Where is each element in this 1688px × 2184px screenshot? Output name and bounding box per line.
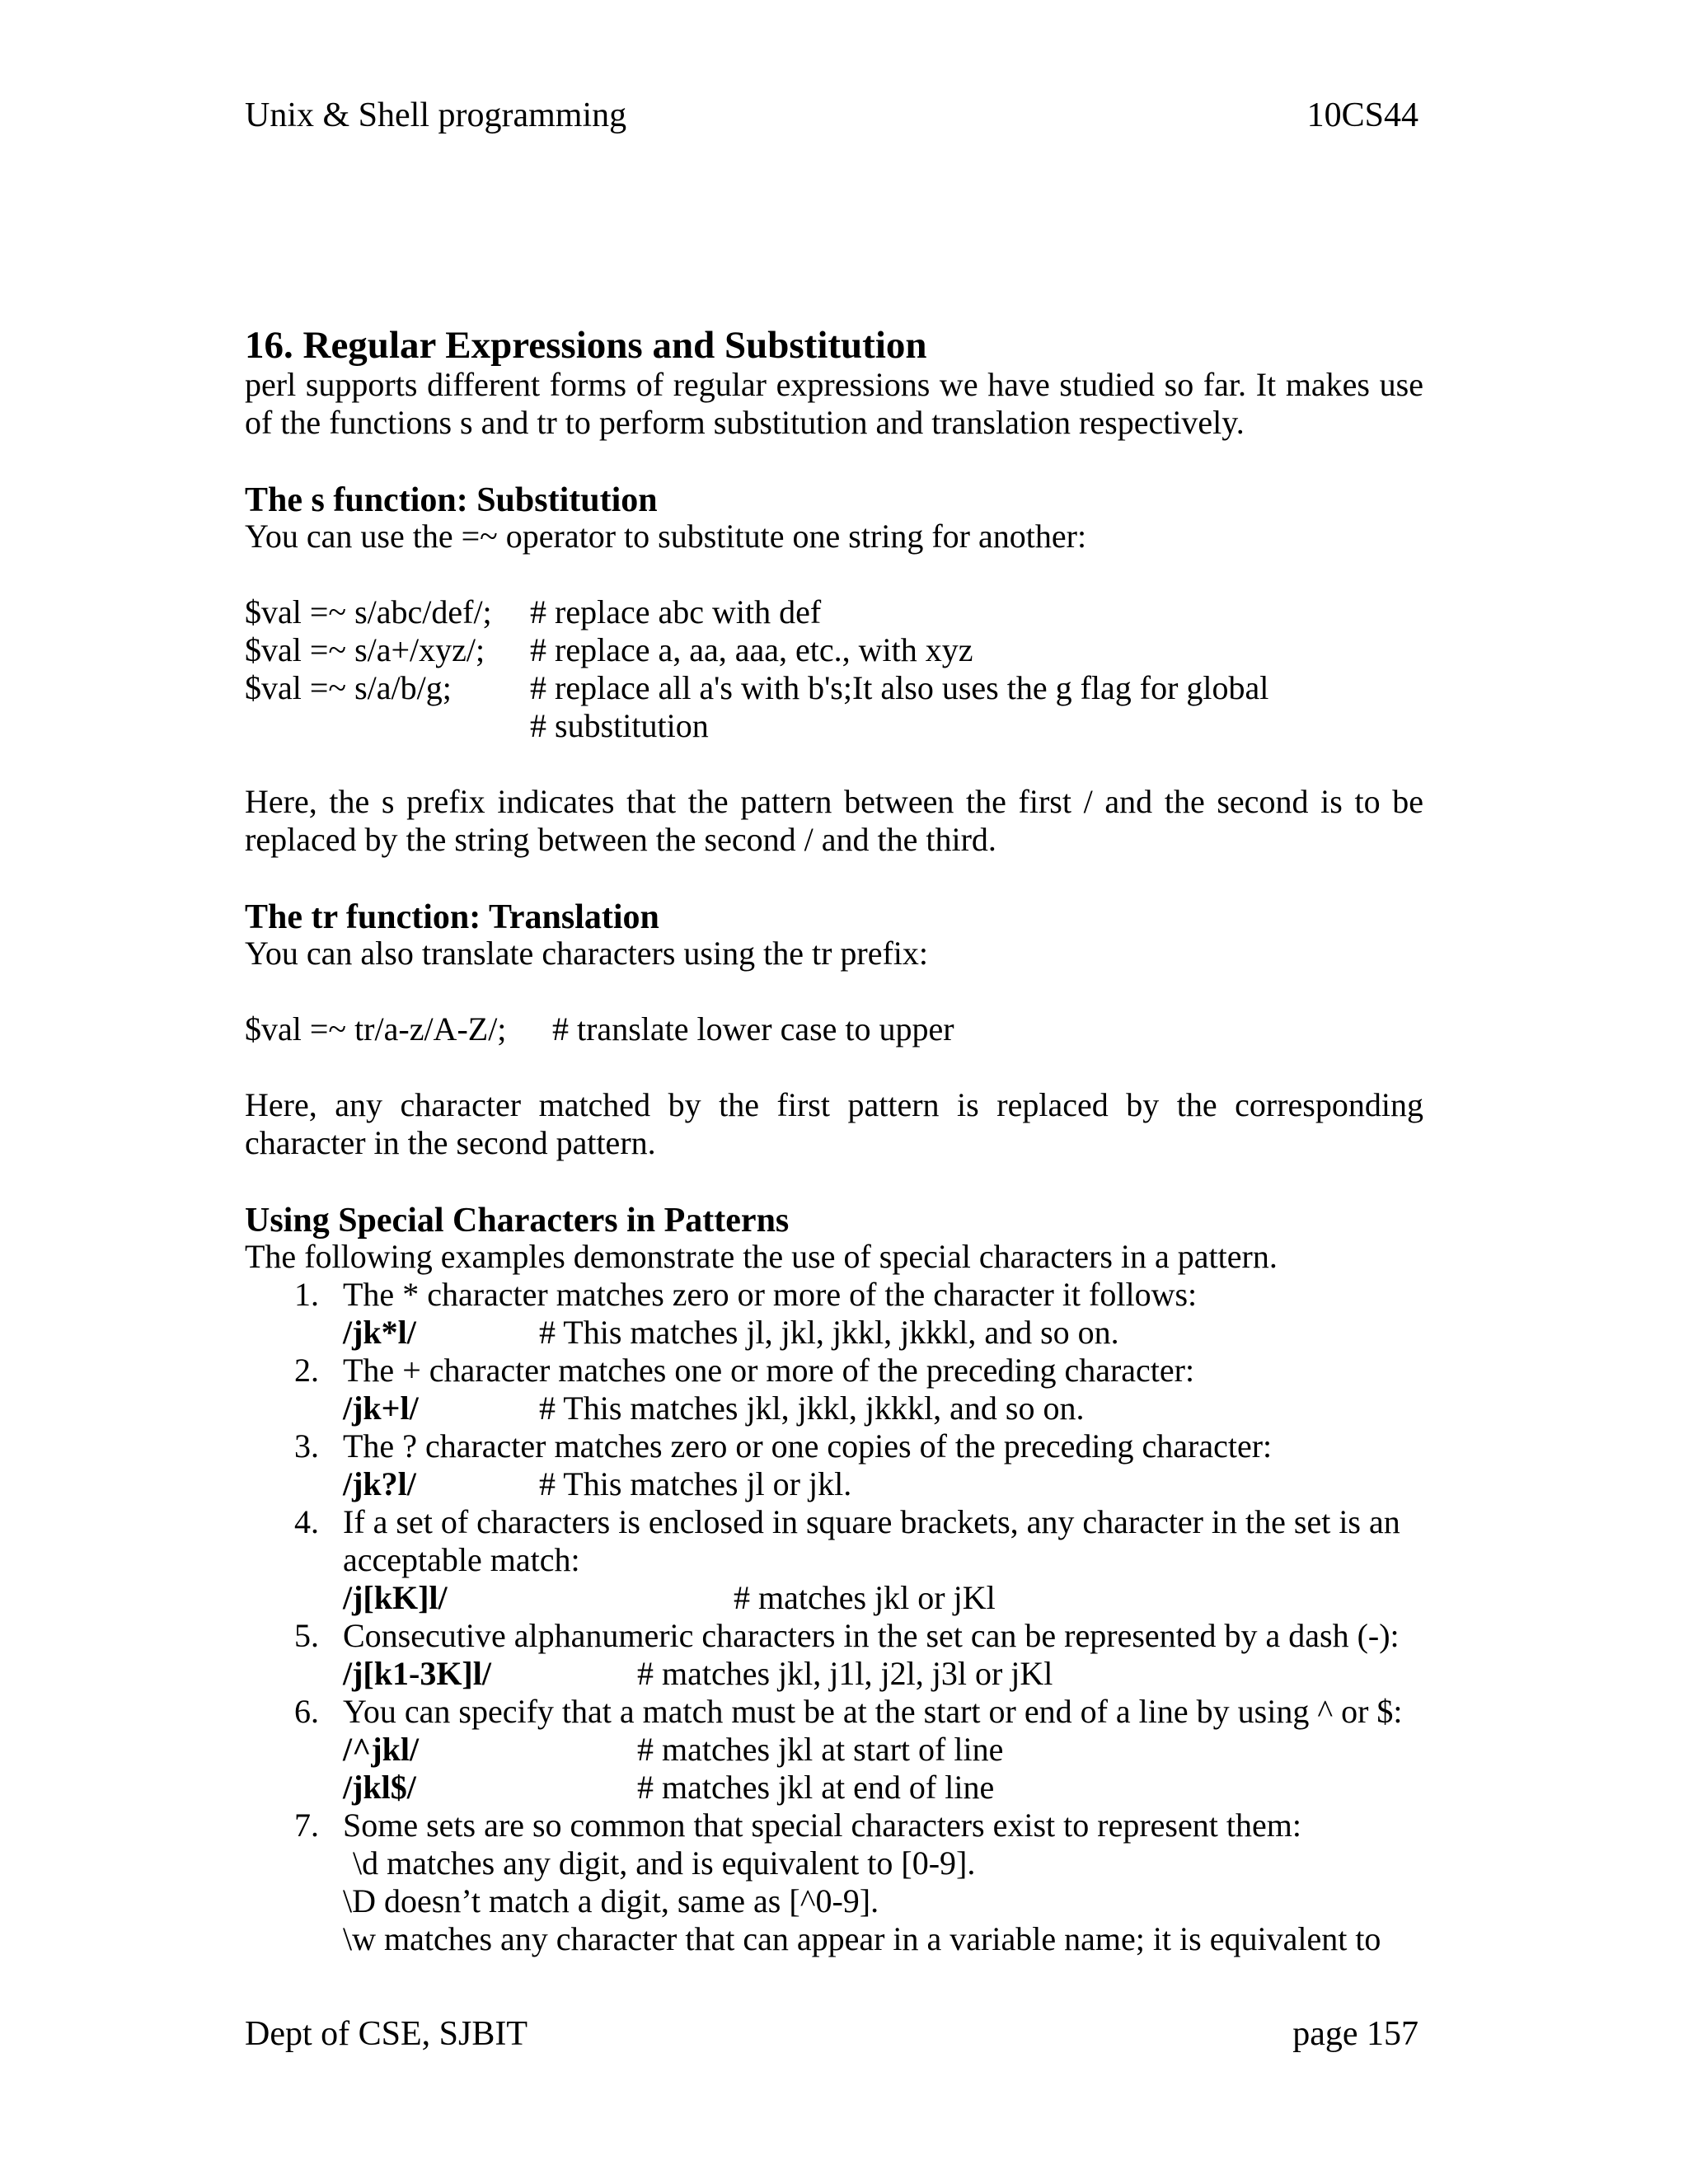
- pattern-comment: # matches jkl or jKl: [734, 1579, 996, 1616]
- code-example: $val =~ tr/a-z/A-Z/;: [245, 1010, 507, 1047]
- header-left: Unix & Shell programming: [245, 96, 627, 134]
- list-number: 5.: [294, 1617, 319, 1654]
- pattern-code: /jkl$/: [343, 1769, 416, 1806]
- tr-function-intro: You can also translate characters using the tr prefix:: [245, 935, 929, 972]
- section-title: 16. Regular Expressions and Substitution: [245, 324, 927, 367]
- escape-description: \D doesn’t match a digit, same as [^0-9].: [343, 1882, 879, 1919]
- list-item-text: If a set of characters is enclosed in square brackets, any character in the set is an: [343, 1503, 1400, 1540]
- code-comment: # replace all a's with b's;It also uses the g flag for global: [530, 669, 1269, 706]
- pattern-code: /jk+l/: [343, 1390, 419, 1427]
- list-number: 4.: [294, 1503, 319, 1540]
- s-function-explanation: Here, the s prefix indicates that the pattern between the first / and the second is to be replaced by the string between the second / and the third.: [245, 783, 1423, 858]
- list-number: 1.: [294, 1276, 319, 1313]
- footer-page-number: page 157: [1292, 2015, 1418, 2053]
- pattern-code: /jk*l/: [343, 1314, 416, 1351]
- pattern-comment: # This matches jl, jkl, jkkl, jkkkl, and so on.: [539, 1314, 1119, 1351]
- pattern-code: /jk?l/: [343, 1465, 416, 1502]
- s-function-intro: You can use the =~ operator to substitute one string for another:: [245, 518, 1087, 555]
- tr-function-explanation: Here, any character matched by the first pattern is replaced by the corresponding character in the second pattern.: [245, 1086, 1423, 1161]
- list-item-text: The * character matches zero or more of the character it follows:: [343, 1276, 1198, 1313]
- code-comment: # translate lower case to upper: [552, 1010, 954, 1047]
- code-comment: # replace a, aa, aaa, etc., with xyz: [530, 631, 973, 668]
- list-number: 6.: [294, 1693, 319, 1730]
- pattern-comment: # This matches jl or jkl.: [539, 1465, 852, 1502]
- pattern-comment: # matches jkl at end of line: [637, 1769, 995, 1806]
- tr-function-heading: The tr function: Translation: [245, 898, 659, 936]
- list-item-text: Consecutive alphanumeric characters in the set can be represented by a dash (-):: [343, 1617, 1400, 1654]
- list-item-text: The + character matches one or more of the preceding character:: [343, 1352, 1195, 1389]
- escape-description: \d matches any digit, and is equivalent to [0-9].: [353, 1844, 976, 1882]
- pattern-code: /^jkl/: [343, 1731, 420, 1768]
- special-intro: The following examples demonstrate the use of special characters in a pattern.: [245, 1238, 1278, 1275]
- section-intro: perl supports different forms of regular expressions we have studied so far. It makes use of the functions s and tr to perform substitution and translation respectively.: [245, 366, 1423, 441]
- s-function-heading: The s function: Substitution: [245, 481, 658, 519]
- list-item-text: You can specify that a match must be at the start or end of a line by using ^ or $:: [343, 1693, 1403, 1730]
- code-example: $val =~ s/a/b/g;: [245, 669, 452, 706]
- code-example: $val =~ s/a+/xyz/;: [245, 631, 485, 668]
- list-item-text: The ? character matches zero or one copies of the preceding character:: [343, 1427, 1273, 1465]
- code-example: $val =~ s/abc/def/;: [245, 593, 492, 630]
- list-number: 7.: [294, 1807, 319, 1844]
- list-number: 2.: [294, 1352, 319, 1389]
- code-comment: # substitution: [530, 707, 709, 744]
- pattern-code: /j[k1-3K]l/: [343, 1655, 491, 1692]
- pattern-code: /j[kK]l/: [343, 1579, 448, 1616]
- special-heading: Using Special Characters in Patterns: [245, 1202, 790, 1240]
- escape-description: \w matches any character that can appear in a variable name; it is equivalent to: [343, 1920, 1381, 1957]
- list-number: 3.: [294, 1427, 319, 1465]
- pattern-comment: # matches jkl at start of line: [637, 1731, 1004, 1768]
- pattern-comment: # This matches jkl, jkkl, jkkkl, and so on.: [539, 1390, 1085, 1427]
- footer-left: Dept of CSE, SJBIT: [245, 2015, 528, 2053]
- list-item-text: Some sets are so common that special characters exist to represent them:: [343, 1807, 1301, 1844]
- code-comment: # replace abc with def: [530, 593, 822, 630]
- header-right: 10CS44: [1306, 96, 1418, 134]
- pattern-comment: # matches jkl, j1l, j2l, j3l or jKl: [637, 1655, 1053, 1692]
- list-item-text-continued: acceptable match:: [343, 1541, 580, 1578]
